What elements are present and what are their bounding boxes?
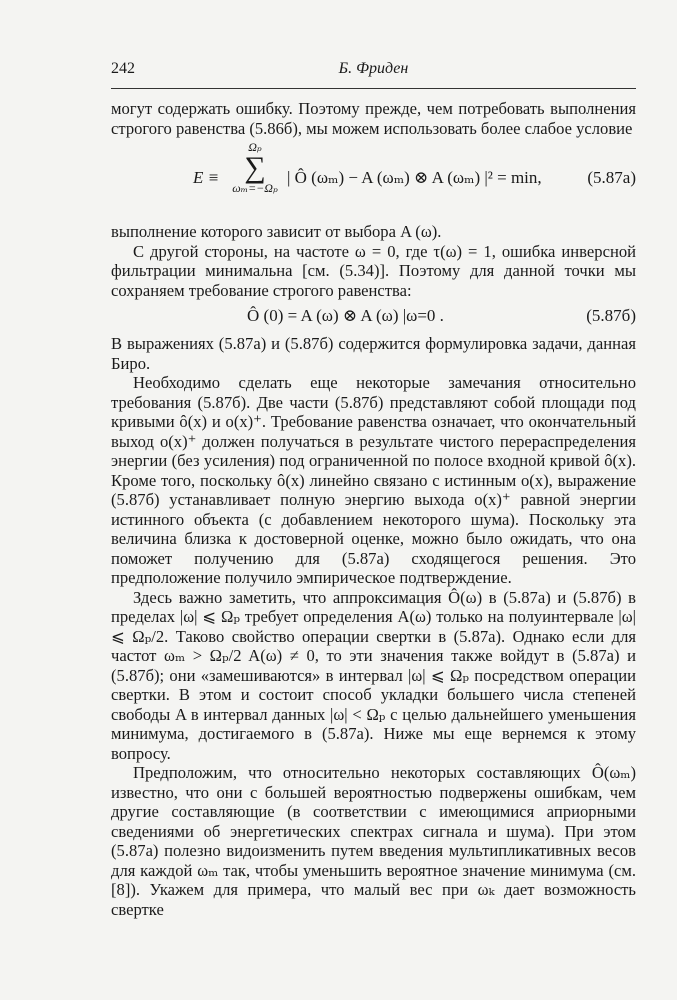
equation-body: | Ô (ωₘ) − A (ωₘ) ⊗ A (ωₘ) |² = min,: [287, 168, 542, 187]
equation-5-87a: [111, 140, 636, 220]
page-number: 242: [111, 60, 135, 77]
running-header: [111, 60, 636, 80]
equation-body: Ô (0) = A (ω) ⊗ A (ω) |ω=0 .: [247, 306, 444, 325]
sum-upper-limit: Ωₚ: [248, 140, 262, 154]
sum-symbol: ∑: [244, 151, 266, 184]
equation-lhs: E ≡: [193, 168, 220, 187]
paragraph-1: могут содержать ошибку. Поэтому прежде, чем потребовать выполнения строгого равенства (5.86б), мы можем использовать более слабое условие: [111, 99, 636, 138]
header-rule: [111, 88, 636, 89]
running-title: Б. Фриден: [338, 60, 409, 77]
paragraph-6: Здесь важно заметить, что аппроксимация Ô(ω) в (5.87а) и (5.87б) в пределах |ω| ⩽ Ωₚ требует определения A(ω) только на полуинтервале |ω| ⩽ Ωₚ/2. Таково свойство операции свертки в (5.87а). Однако если для частот ωₘ > Ωₚ/2 A(ω) ≠ 0, то эти значения также войдут в (5.87а) и (5.87б); они «замешиваются» в интервал |ω| ⩽ Ωₚ посредством операции свертки. В этом и состоит способ укладки большего числа степеней свободы A в интервал данных |ω| < Ωₚ с целью дальнейшего уменьшения минимума, достигаемого в (5.87а). Ниже мы еще вернемся к этому вопросу.: [111, 587, 636, 763]
paragraph-7: Предположим, что относительно некоторых составляющих Ô(ωₘ) известно, что они с большей вероятностью подвержены ошибкам, чем другие составляющие (в соответствии с имеющимися априорными сведениями об энергетических спектрах сигнала и шума). При этом (5.87а) полезно видоизменить путем введения мультипликативных весов для каждой ωₘ так, чтобы уменьшить вероятное значение минимума (см. [8]). Укажем для примера, что малый вес при ωₖ дает возможность свертке: [111, 763, 636, 919]
paragraph-5: Необходимо сделать еще некоторые замечания относительно требования (5.87б). Две части (5.87б) представляют собой площади под кривыми ô(x) и o(x)⁺. Требование равенства означает, что окончательный выход o(x)⁺ должен получаться в результате чистого перераспределения энергии (без усиления) под ограниченной по полосе входной кривой ô(x). Кроме того, поскольку ô(x) линейно связано с истинным o(x), выражение (5.87б) устанавливает полную энергию выхода o(x)⁺ равной энергии истинного объекта (с добавлением некоторого шума). Поскольку эта величина близка к достоверной оценке, можно было ожидать, что она поможет получению для (5.87а) сходящегося решения. Это предположение получило эмпирическое подтверждение.: [111, 373, 636, 587]
paragraph-3: С другой стороны, на частоте ω = 0, где τ(ω) = 1, ошибка инверсной фильтрации минимальна [см. (5.34)]. Поэтому для данной точки мы сохраняем требование строгого равенства:: [111, 241, 636, 300]
paragraph-2: выполнение которого зависит от выбора A (ω).: [111, 222, 442, 241]
page: [111, 60, 636, 919]
equation-number: (5.87б): [586, 306, 636, 325]
equation-number: (5.87а): [587, 168, 636, 187]
paragraph-4: В выражениях (5.87а) и (5.87б) содержится формулировка задачи, данная Биро.: [111, 334, 636, 373]
summation: [225, 140, 285, 196]
sum-lower-limit: ωₘ=−Ωₚ: [232, 181, 278, 195]
equation-5-87b: [111, 300, 636, 334]
